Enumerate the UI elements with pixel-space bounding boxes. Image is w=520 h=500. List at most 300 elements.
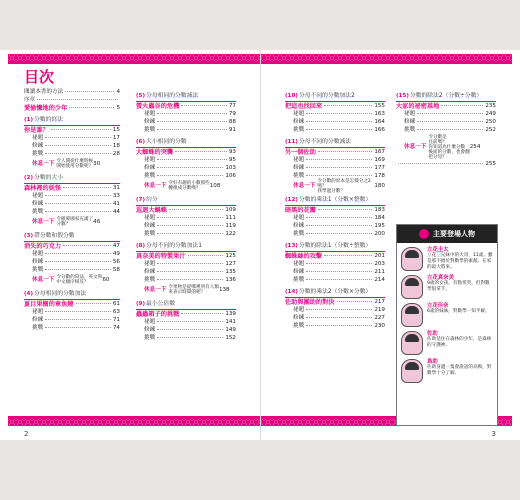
toc-page: 5 (116, 104, 120, 111)
toc-page: 60 (102, 276, 110, 283)
rest-label: 休息一下 (32, 276, 55, 283)
chapter-title: 分數的乘法2（分數×分數） (298, 288, 372, 295)
toc-page: 155 (374, 102, 385, 109)
chapter-number: (7) (136, 196, 146, 203)
cast-desc (427, 247, 493, 271)
chapter-title: 大小相同的分數 (146, 138, 187, 145)
toc-label: 祕題 (293, 156, 305, 163)
rest-row (136, 180, 236, 192)
toc-page: 211 (374, 268, 385, 275)
toc-row (24, 104, 120, 112)
toc-page: 227 (374, 314, 385, 321)
chapter-number: (2) (24, 174, 34, 181)
cast-header: 主要登場人物 (397, 225, 497, 243)
rest-desc: 令分數是 往前嗎？ 你知道為什麼分數 後面的分數，也會翻 把分母？ (428, 134, 470, 160)
toc-label: 挑戰 (293, 172, 305, 179)
leader-dots (188, 254, 224, 256)
toc-page: 61 (112, 300, 120, 307)
toc-label: 祕題 (32, 308, 44, 315)
toc-page: 44 (112, 208, 120, 215)
cast-member (401, 275, 493, 299)
toc-label: 修練 (293, 118, 305, 125)
leader-dots (306, 120, 372, 122)
leader-dots (157, 120, 227, 122)
rest-row (24, 216, 120, 228)
leader-dots (306, 224, 372, 226)
avatar (401, 359, 423, 383)
toc-page: 74 (112, 324, 120, 331)
toc-row (285, 126, 385, 134)
avatar (401, 331, 423, 355)
chapter-heading (136, 195, 236, 206)
toc-page: 71 (112, 316, 120, 323)
chapter-heading (285, 287, 385, 298)
rest-desc: 令分數的寫法，英文和 中文順序相反？ (56, 275, 103, 285)
toc-page: 28 (112, 150, 120, 157)
toc-label: 愛偷懶地的少年 (24, 104, 68, 112)
toc-page: 88 (228, 118, 236, 125)
leader-dots (157, 112, 227, 114)
toc-label: 大蜘蛛的突襲 (136, 148, 174, 156)
leader-dots (45, 252, 111, 254)
leader-dots (306, 278, 372, 280)
toc-page: 17 (112, 134, 120, 141)
toc-label: 挑戰 (32, 208, 44, 215)
toc-label: 祕題 (144, 318, 156, 325)
chapter-title: 分數的寫法 (34, 116, 64, 123)
toc-label: 祕題 (293, 214, 305, 221)
leader-dots (157, 328, 223, 330)
rest-row-2 (396, 160, 496, 168)
toc-row (24, 266, 120, 274)
leader-dots (306, 324, 372, 326)
toc-label: 真奈美的特製果汁 (136, 252, 186, 260)
toc-page: 255 (485, 160, 496, 167)
star-icon (419, 229, 429, 239)
toc-page: 177 (374, 164, 385, 171)
toc-label: 另一個佐助 (285, 148, 316, 156)
toc-page: 217 (374, 298, 385, 305)
chapter-number: (13) (285, 242, 298, 249)
leader-dots (441, 104, 483, 106)
toc-label: 挑戰 (293, 126, 305, 133)
rest-desc: 令分數的原本是怎樣分之2嗎？ 我學過分數？ (317, 178, 371, 194)
page-number-left: 2 (24, 430, 29, 438)
toc-page: 135 (225, 268, 236, 275)
leader-dots (324, 104, 372, 106)
avatar (401, 275, 423, 299)
toc-row (24, 150, 120, 158)
chapter-heading (285, 241, 385, 252)
toc-label: 消失的巧克力 (24, 242, 62, 250)
chapter-title: 分母不同的分數加法1 (146, 242, 202, 249)
toc-page: 41 (112, 200, 120, 207)
chapter-heading (136, 241, 236, 252)
chapter-title: 分數的大小 (34, 174, 64, 181)
toc-row (24, 88, 120, 96)
toc-label: 蟲蟲箱子的挑戰 (136, 310, 180, 318)
leader-dots (45, 144, 111, 146)
toc-label: 挑戰 (144, 230, 156, 237)
chapter-heading (136, 299, 236, 310)
rest-label: 休息一下 (144, 182, 167, 189)
toc-column-1 (24, 112, 120, 332)
toc-page: 178 (374, 172, 385, 179)
leader-dots (45, 202, 111, 204)
toc-page: 108 (209, 182, 221, 189)
leader-dots (63, 186, 111, 188)
toc-page: 49 (112, 250, 120, 257)
cast-text: 6歲的妹妹，對數學一知半解。 (427, 309, 490, 314)
toc-page: 254 (469, 143, 481, 150)
toc-label: 挑戰 (144, 172, 156, 179)
leader-dots (306, 232, 372, 234)
toc-label: 巡迴大蝸蛛 (136, 206, 167, 214)
toc-label: 祕題 (32, 192, 44, 199)
cast-member (401, 359, 493, 383)
toc-label: 修練 (404, 118, 416, 125)
toc-page: 201 (374, 252, 385, 259)
toc-label: 祕題 (32, 250, 44, 257)
toc-label: 修練 (32, 316, 44, 323)
leader-dots (157, 262, 223, 264)
toc-page: 141 (225, 318, 236, 325)
toc-label: 祕題 (293, 306, 305, 313)
chapter-heading (136, 91, 236, 102)
avatar (401, 303, 423, 327)
leader-dots (45, 210, 111, 212)
chapter-title: 約分 (146, 196, 158, 203)
toc-label: 挑戰 (32, 150, 44, 157)
chapter-number: (5) (136, 92, 146, 99)
leader-dots (157, 128, 227, 130)
leader-dots (45, 310, 111, 312)
toc-row (24, 324, 120, 332)
toc-label: 修練 (32, 258, 44, 265)
toc-label: 挑戰 (293, 276, 305, 283)
toc-page: 195 (374, 222, 385, 229)
toc-page: 93 (228, 148, 236, 155)
chapter-title: 分母相同的分數減法 (146, 92, 199, 99)
toc-row (285, 322, 385, 330)
leader-dots (157, 174, 223, 176)
toc-label: 修練 (144, 326, 156, 333)
toc-label: 大家的祕密基地 (396, 102, 440, 110)
toc-row (24, 208, 120, 216)
toc-page: 106 (225, 172, 236, 179)
chapter-number: (8) (136, 242, 146, 249)
chapter-heading (24, 231, 120, 242)
cast-text: 佐助身邊一隻會說話的烏鴉，對數學十分了解。 (427, 365, 492, 376)
leader-dots (318, 208, 372, 210)
toc-label: 祕題 (144, 156, 156, 163)
cast-text: 立花三兄妹中的大哥，11歲。雖是那不擅於對數學的素顏。在家的最大將來。 (427, 253, 493, 270)
leader-dots (157, 320, 223, 322)
toc-page: 219 (374, 306, 385, 313)
toc-label: 修練 (144, 222, 156, 229)
toc-page: 103 (225, 164, 236, 171)
rest-label: 休息一下 (144, 286, 167, 293)
leader-dots (306, 166, 372, 168)
toc-label: 序章 (24, 96, 36, 103)
toc-label: 祕題 (144, 260, 156, 267)
leader-dots (51, 128, 111, 130)
leader-dots (157, 278, 223, 280)
toc-page: 125 (225, 252, 236, 259)
chapter-number: (1) (24, 116, 34, 123)
cast-name: 鳥助 (427, 359, 438, 365)
toc-row (136, 276, 236, 284)
toc-label: 修練 (293, 222, 305, 229)
chapter-title: 分數的除法2（分數÷分數） (409, 92, 483, 99)
toc-page: 47 (112, 242, 120, 249)
leader-dots (181, 104, 227, 106)
toc-label: 祕題 (293, 110, 305, 117)
leader-dots (169, 208, 223, 210)
toc-page: 167 (374, 148, 385, 155)
cast-name: 立花真奈美 (427, 275, 454, 281)
toc-page: 79 (228, 110, 236, 117)
toc-page: 122 (225, 230, 236, 237)
toc-page: 230 (374, 322, 385, 329)
leader-dots (306, 112, 372, 114)
toc-column-3 (285, 88, 385, 330)
leader-dots (45, 260, 111, 262)
toc-label: 祕題 (32, 134, 44, 141)
toc-page: 77 (228, 102, 236, 109)
toc-label: 蜘蛛絲的攻擊 (285, 252, 323, 260)
leader-dots (318, 150, 372, 152)
leader-dots (45, 326, 111, 328)
toc-page: 250 (485, 118, 496, 125)
toc-label: 挑戰 (32, 266, 44, 273)
toc-page: 136 (225, 276, 236, 283)
page-spine (260, 50, 261, 440)
leader-dots (306, 270, 372, 272)
leader-dots (398, 162, 483, 164)
toc-page: 152 (225, 334, 236, 341)
rest-label: 休息一下 (32, 218, 55, 225)
toc-page: 214 (374, 276, 385, 283)
cast-name: 立花圭太 (427, 247, 449, 253)
rest-label: 休息一下 (293, 182, 316, 189)
toc-page: 164 (374, 118, 385, 125)
toc-page: 56 (112, 258, 120, 265)
leader-dots (306, 308, 372, 310)
leader-dots (65, 90, 114, 92)
toc-label: 森林裡的妖怪 (24, 184, 62, 192)
chapter-title: 分母不同的分數加法2 (298, 92, 355, 99)
leader-dots (45, 318, 111, 320)
toc-page: 169 (374, 156, 385, 163)
toc-label: 閱讀本書的方法 (24, 88, 64, 95)
toc-label: 挑戰 (293, 322, 305, 329)
rest-desc: 令歐蒙國家充滿了 分數？ (56, 217, 94, 227)
cast-desc (427, 275, 493, 299)
toc-label: 夏目果樹的章魚燒 (24, 300, 74, 308)
toc-page: 18 (112, 142, 120, 149)
leader-dots (175, 150, 227, 152)
leader-dots (417, 112, 483, 114)
chapter-heading (285, 91, 385, 102)
leader-dots (324, 254, 372, 256)
rest-row (396, 134, 496, 160)
chapter-number: (10) (285, 92, 298, 99)
toc-page: 249 (485, 110, 496, 117)
toc-label: 祕題 (144, 214, 156, 221)
cast-desc (427, 359, 493, 383)
leader-dots (306, 316, 372, 318)
leader-dots (157, 158, 227, 160)
chapter-number: (11) (285, 138, 298, 145)
chapter-title: 最小公倍數 (146, 300, 176, 307)
toc-label: 你是誰？ (24, 126, 49, 134)
cast-name: 立花佳奈 (427, 303, 449, 309)
cast-list (397, 247, 497, 383)
toc-page: 119 (225, 222, 236, 229)
rest-row (136, 284, 236, 296)
cast-desc (427, 303, 490, 327)
toc-row (136, 334, 236, 342)
toc-page: 95 (228, 156, 236, 163)
toc-page: 30 (93, 160, 101, 167)
toc-page: 46 (93, 218, 101, 225)
toc-label: 祕題 (144, 110, 156, 117)
toc-page: 111 (225, 214, 236, 221)
leader-dots (417, 120, 483, 122)
cast-desc (427, 331, 493, 355)
leader-dots (45, 152, 111, 154)
chapter-heading (136, 137, 236, 148)
leader-dots (45, 194, 111, 196)
rest-row (24, 274, 120, 286)
chapter-heading (396, 91, 496, 102)
intro-list (24, 88, 120, 112)
rest-desc: 令人開從什麼時候 開始使用分數呢？ (56, 159, 94, 169)
leader-dots (417, 128, 483, 130)
toc-page: 33 (112, 192, 120, 199)
toc-label: 把這也找回來 (285, 102, 323, 110)
leader-dots (157, 270, 223, 272)
book-spread (0, 50, 520, 440)
page-title: 目次 (24, 68, 55, 86)
toc-row (136, 126, 236, 134)
toc-label: 暗黑的花瓣 (285, 206, 316, 214)
toc-label: 挑戰 (32, 324, 44, 331)
toc-label: 佐助與團助的對決 (285, 298, 335, 306)
toc-label: 挑戰 (144, 276, 156, 283)
toc-page: 200 (374, 230, 385, 237)
leader-dots (157, 216, 223, 218)
chapter-title: 分母相同的分數加法 (34, 290, 87, 297)
leader-dots (337, 300, 373, 302)
leader-dots (306, 158, 372, 160)
toc-page: 127 (225, 260, 236, 267)
leader-dots (69, 106, 114, 108)
chapter-number: (6) (136, 138, 146, 145)
toc-page: 166 (374, 126, 385, 133)
toc-label: 挑戰 (293, 230, 305, 237)
toc-page: 235 (485, 102, 496, 109)
leader-dots (306, 216, 372, 218)
toc-page: 139 (225, 310, 236, 317)
leader-dots (181, 312, 223, 314)
toc-label: 修練 (293, 164, 305, 171)
chapter-number: (9) (136, 300, 146, 307)
chapter-heading (285, 195, 385, 206)
cast-text: 佐助是住在森林的少年，是森林的守護神。 (427, 337, 492, 348)
toc-page: 163 (374, 110, 385, 117)
toc-column-2 (136, 88, 236, 342)
rest-row (285, 180, 385, 192)
toc-page: 149 (225, 326, 236, 333)
rest-label: 休息一下 (32, 160, 55, 167)
leader-dots (76, 302, 111, 304)
chapter-title: 分母不同的分數減法 (298, 138, 352, 145)
toc-label: 修練 (144, 164, 156, 171)
toc-page: 31 (112, 184, 120, 191)
toc-label: 螢火蟲谷的危機 (136, 102, 180, 110)
toc-page: 183 (374, 206, 385, 213)
cast-name: 佐助 (427, 331, 438, 337)
toc-label: 修練 (293, 314, 305, 321)
toc-page: 58 (112, 266, 120, 273)
chapter-title: 分數的乘法1（分數×整數） (298, 196, 372, 203)
toc-page: 63 (112, 308, 120, 315)
cast-text: 9歲的女孩。有點愛哭，但對數學很拿手。 (427, 281, 490, 292)
toc-page: 203 (374, 260, 385, 267)
cast-box (396, 224, 498, 426)
toc-label: 挑戰 (144, 334, 156, 341)
toc-label: 修練 (144, 118, 156, 125)
leader-dots (157, 166, 223, 168)
toc-row (285, 276, 385, 284)
toc-page: 184 (374, 214, 385, 221)
chapter-number: (3) (24, 232, 34, 239)
toc-row (136, 230, 236, 238)
leader-dots (306, 128, 372, 130)
leader-dots (157, 224, 223, 226)
leader-dots (157, 232, 223, 234)
chapter-number: (12) (285, 196, 298, 203)
cast-member (401, 303, 493, 327)
toc-page: 138 (218, 286, 230, 293)
chapter-heading (24, 173, 120, 184)
chapter-title: 帶分數和假分數 (34, 232, 75, 239)
toc-row (136, 172, 236, 180)
toc-label: 修練 (32, 200, 44, 207)
chapter-number: (4) (24, 290, 34, 297)
toc-column-4 (396, 88, 496, 168)
rest-desc: 令好有趣的小數那些 轉換成分數嗎？ (168, 181, 210, 191)
toc-page: 109 (225, 206, 236, 213)
toc-page: 252 (485, 126, 496, 133)
leader-dots (306, 262, 372, 264)
leader-dots (45, 268, 111, 270)
toc-page: 91 (228, 126, 236, 133)
chapter-title: 分數的除法1（分數÷整數） (298, 242, 372, 249)
leader-dots (306, 174, 372, 176)
toc-label: 修練 (144, 268, 156, 275)
chapter-heading (285, 137, 385, 148)
leader-dots (157, 336, 223, 338)
toc-page: 15 (112, 126, 120, 133)
cast-member (401, 247, 493, 271)
rest-desc: 令果物是從哪裡到有人類 來表示時間的呢？ (168, 285, 219, 295)
toc-label: 祕題 (293, 260, 305, 267)
leader-dots (37, 98, 118, 100)
rest-label: 休息一下 (404, 143, 427, 150)
